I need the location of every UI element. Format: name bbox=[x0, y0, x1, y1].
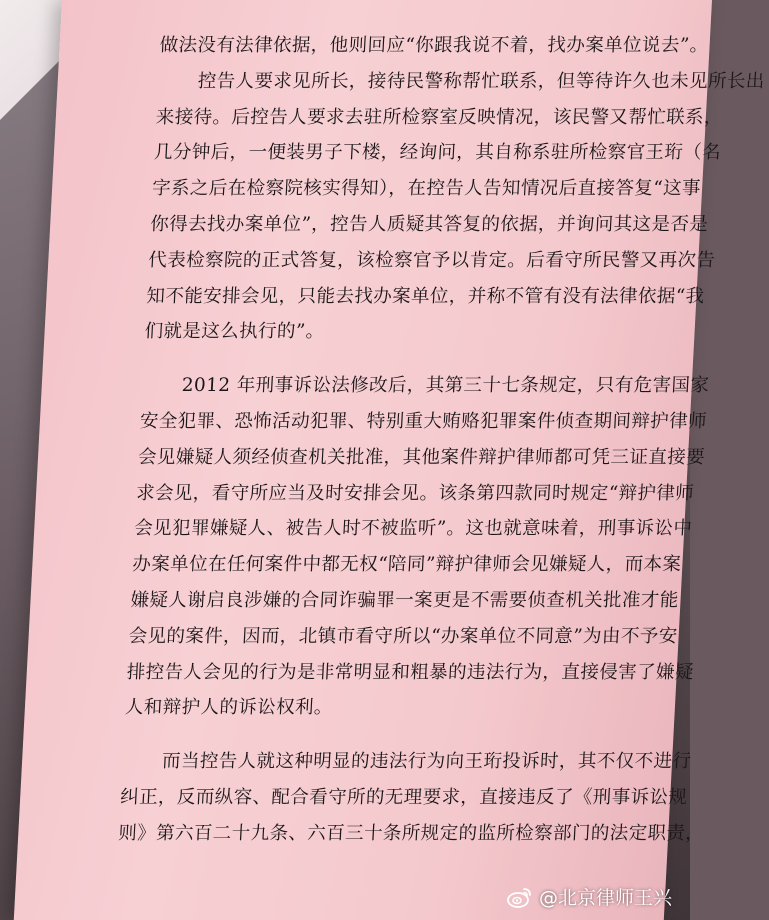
text-line: 人和辩护人的诉讼权利。 bbox=[124, 697, 334, 719]
text-line: 嫌疑人谢启良涉嫌的合同诈骗罪一案更是不需要侦查机关批准才能 bbox=[129, 589, 680, 611]
text-line: 代表检察院的正式答复，该检察官予以肯定。后看守所民警又再次告 bbox=[147, 249, 716, 271]
text-line: 知不能安排会见，只能去找办案单位，并称不管有没有法律依据“我 bbox=[145, 285, 706, 307]
text-line: 控告人要求见所长，接待民警称帮忙联系，但等待许久也未见所长出 bbox=[197, 70, 766, 92]
watermark-text: @北京律师王兴 bbox=[538, 887, 672, 909]
watermark bbox=[507, 883, 672, 910]
paragraph-gap bbox=[143, 350, 664, 368]
text-line: 则》第六百二十九条、六百三十条所规定的监所检察部门的法定职责， bbox=[117, 822, 705, 844]
document-page bbox=[14, 0, 766, 920]
text-line: 排控告人会见的行为是非常明显和粗暴的违法行为，直接侵害了嫌疑 bbox=[126, 661, 695, 683]
text-line: 而当控告人就这种明显的违法行为向王珩投诉时，其不仅不进行 bbox=[161, 751, 692, 773]
text-line: 你得去找办案单位”，控告人质疑其答复的依据，并询问其这是否是 bbox=[149, 213, 709, 235]
text-line: 安全犯罪、恐怖活动犯罪、特别重大贿赂犯罪案件侦查期间辩护律师 bbox=[139, 410, 708, 432]
text-line: 会见犯罪嫌疑人、被告人时不被监听”。这也就意味着，刑事诉讼中 bbox=[133, 518, 693, 540]
text-line: 字系之后在检察院核实得知），在控告人告知情况后直接答复“这事 bbox=[151, 178, 702, 200]
paragraph bbox=[144, 28, 766, 350]
text-line: 2012 年刑事诉讼法修改后，其第三十七条规定，只有危害国家 bbox=[181, 375, 710, 397]
paragraph bbox=[117, 744, 705, 851]
document-body bbox=[117, 28, 766, 852]
text-line: 求会见，看守所应当及时安排会见。该条第四款同时规定“辩护律师 bbox=[135, 482, 695, 504]
text-line: 几分钟后，一便装男子下楼，经询问，其自称系驻所检察官王珩（名 bbox=[153, 142, 722, 164]
text-line: 办案单位在任何案件中都无权“陪同”辩护律师会见嫌疑人，而本案 bbox=[131, 554, 682, 576]
text-line: 们就是这么执行的”。 bbox=[144, 321, 326, 343]
paragraph-gap bbox=[123, 726, 644, 744]
text-line: 会见的案件，因而，北镇市看守所以“办案单位不同意”为由不予安 bbox=[128, 625, 679, 647]
paragraph bbox=[124, 368, 710, 726]
text-line: 纠正，反而纵容、配合看守所的无理要求，直接违反了《刑事诉讼规 bbox=[119, 786, 688, 808]
weibo-icon bbox=[507, 886, 533, 908]
text-line: 来接待。后控告人要求去驻所检察室反映情况，该民警又帮忙联系， bbox=[155, 106, 724, 128]
text-line: 会见嫌疑人须经侦查机关批准，其他案件辩护律师都可凭三证直接要 bbox=[137, 446, 706, 468]
text-line: 做法没有法律依据，他则回应“你跟我说不着，找办案单位说去”。 bbox=[159, 35, 710, 56]
